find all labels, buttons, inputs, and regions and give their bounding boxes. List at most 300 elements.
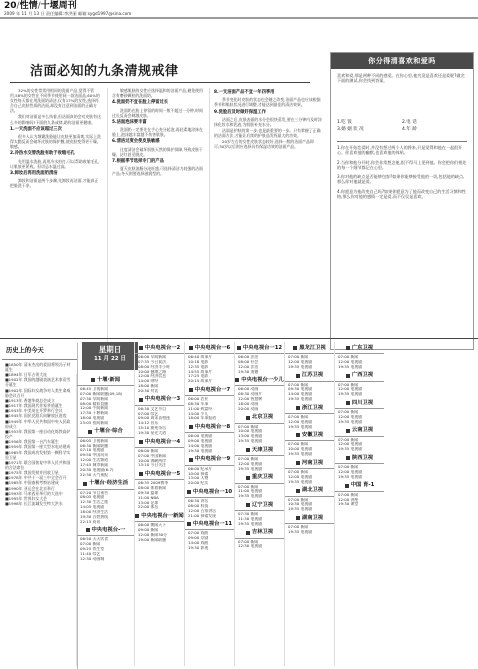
program-item: 12:00 电视剧 (288, 419, 313, 424)
channel-name: 中央电视台一8 (194, 423, 231, 430)
program-item: 19:30 电视剧 (188, 448, 213, 453)
program-item: 12:00 经济信息 (138, 374, 167, 379)
date-label: 11 月 22 日 (93, 356, 127, 363)
program-item: 12:30 动画城 (80, 556, 105, 561)
channel-header (235, 500, 284, 511)
program-item: 06:45 卫视新闻 (80, 387, 109, 391)
channel-name: 北京卫视 (251, 414, 274, 421)
quiz-body (337, 145, 467, 203)
program-item: 09:30 电视剧 (288, 387, 313, 392)
channel-name: 云南卫视 (351, 427, 374, 434)
channel-header (335, 481, 384, 492)
article-column-3 (214, 88, 322, 350)
channel-bullet-icon (139, 346, 143, 350)
headline-rule (10, 82, 310, 83)
channel-bullet-icon (296, 516, 300, 520)
program-item: 19:35 电视剧 (288, 364, 313, 369)
article-column-2 (112, 88, 204, 350)
channel-header (335, 343, 384, 354)
channel-bullet-icon (91, 378, 95, 382)
program-item: 07:00 新闻 (288, 382, 309, 387)
history-item: ■1995年 世界妇女大会 (5, 495, 48, 501)
program-item: 12:30 电视剧 (238, 544, 263, 549)
article-paragraph: 季节变化时皮肤的状态也会随之改变,洁面产品也应该根据季节和肌肤状况进行调整,才能达到最佳的清洁效果。 (214, 97, 321, 108)
channel-name: 十堰·新闻 (96, 376, 121, 383)
history-item: ■1959年 我国第一座大型水电站建成 (5, 444, 71, 450)
program-item: 19:35 电视剧 (338, 447, 363, 452)
channel-name: 十堰台·综合 (94, 428, 123, 435)
article-paragraph: 洗面奶一定要先在手心充分起泡,再轻柔地涂抹在脸上,泡沫越丰富越不伤害肌肤。 (112, 127, 203, 138)
channel-name: 中央电视台一12 (242, 344, 283, 351)
program-item: 19:30 影视 (188, 545, 209, 550)
program-item: 07:00 新闻 (238, 484, 259, 489)
program-item: 07:00 新闻 (338, 355, 359, 359)
program-item: 19:30 百姓热线 (80, 514, 109, 519)
program-item: 23:05 夜间新闻 (80, 420, 109, 425)
channel-name: 中国 育-1 (350, 482, 375, 489)
column-divider (209, 88, 210, 348)
program-item: 12:00 午间新闻 (80, 406, 109, 411)
channel-bullet-icon (246, 448, 250, 452)
history-item: ■1993年 马来西亚举行的大选中 (5, 490, 63, 496)
channel-bullet-icon (135, 514, 139, 518)
quiz-rule (337, 141, 467, 142)
channel-name: 安徽卫视 (301, 432, 324, 439)
program-item: 06:00 早间新闻 (138, 355, 167, 359)
program-item: 09:00 电视剧 (188, 439, 213, 444)
program-item: 19:35 电视剧 (338, 364, 363, 369)
program-item: 18:00 军事报道 (188, 416, 217, 421)
channel-name: 重庆卫视 (251, 474, 274, 481)
channel-bullet-icon (88, 430, 92, 434)
channel-header (235, 445, 284, 456)
history-item: ■1902年 我国的越剧表演艺术家袁雪芬诞生 (5, 377, 71, 388)
channel-header (185, 455, 234, 466)
section-heading: 5.洁面泡沫要丰富 (112, 119, 147, 125)
quiz-option: 2.电 话 (402, 120, 417, 125)
program-item: 07:00 新闻 (288, 414, 309, 419)
history-item: ■1956年 我国第一台汽车诞生 (5, 439, 59, 445)
program-item: 18:00 经济生活 (80, 509, 109, 514)
program-item: 13:00 电视剧 (238, 434, 263, 439)
page-number: 20 (4, 1, 17, 11)
program-item: 07:00 新闻 (338, 465, 359, 470)
channel-name: 陕西卫视 (351, 454, 374, 461)
program-item: 12:00 新闻30分 (138, 532, 168, 537)
history-item: ■1850年 清末杰出的爱国将领冯子材诞生 (5, 361, 71, 373)
program-item: 10:00 电视剧 (238, 429, 263, 434)
program-item: 08:30 军事 (188, 401, 209, 406)
channel-name: 广西卫视 (351, 372, 374, 379)
channel-header (235, 528, 284, 539)
program-item: 14:05 电视剧 (80, 505, 105, 510)
channel-name: 中央电视台一新闻 (141, 512, 184, 519)
channel-name: 十堰台·经济生活 (88, 480, 129, 487)
program-item: 19:30 道德 (238, 369, 259, 374)
channel-bullet-icon (189, 425, 193, 429)
program-item: 07:35 今日说法 (138, 359, 167, 364)
section-heading: 1.一天洗面不应该超过三次 (10, 126, 62, 132)
history-item: ■1894年 日军占领大连 (5, 372, 48, 378)
program-item: 06:30 文艺节目 (138, 406, 167, 411)
channel-header (77, 375, 134, 386)
program-item: 19:35 电视剧 (288, 507, 313, 512)
channel-header (135, 511, 184, 522)
program-item: 15:10 曲苑杂坛 (138, 426, 167, 431)
history-item: ■1990年 亚运会在北京举行 (5, 485, 55, 491)
program-item: 14:12 音乐 (138, 421, 159, 426)
history-item: ■1917年 我国现代作家茅盾诞生 (5, 403, 63, 409)
program-item: 06:40 故事片 (188, 355, 213, 359)
history-item: ■1913年 香港华商总会成立 (5, 397, 55, 403)
program-item: 06:00 法治 (238, 355, 259, 359)
program-item: 10:30 电视剧 (288, 502, 313, 507)
section-heading: 4.洗面奶不宜在脸上停留过长 (112, 100, 169, 106)
program-item: 07:10 电视剧 (80, 448, 105, 453)
column-divider (107, 88, 108, 348)
channel-name: 黑龙江卫视 (299, 344, 326, 351)
program-item: 19:35 电视剧 (338, 474, 363, 479)
channel-bullet-icon (189, 458, 193, 462)
channel-header (285, 403, 334, 414)
channel-name: 中央电视台一7 (194, 386, 231, 393)
program-item: 07:00 新闻 (238, 456, 259, 461)
section-heading: 7.根据季节选择专门的产品 (112, 158, 164, 164)
program-item: 10:00 探索 (188, 471, 209, 476)
quiz-header (331, 53, 473, 69)
program-item: 19:35 电视剧 (238, 521, 263, 526)
channel-bullet-icon (296, 374, 300, 378)
section-heading: 8.一支洁面产品不宜一年四季用 (214, 90, 275, 95)
program-item: 07:00 新闻 (288, 469, 309, 474)
program-item: 14:00 电视剧 (188, 443, 213, 448)
tv-listings-area (0, 340, 478, 669)
program-item: 19:35 电视剧 (338, 419, 363, 424)
channel-bullet-icon (296, 461, 300, 465)
program-item: 08:00 科技 (188, 503, 209, 508)
program-item: 11:00 电视剧 (238, 489, 263, 494)
history-item: ■1978年 中共十一届三中全会召开 (5, 475, 67, 481)
program-item: 09:50 中国风采 (80, 453, 109, 458)
program-item: 11:40 综艺 (80, 551, 101, 556)
program-item: 19:35 电视剧 (238, 466, 263, 471)
program-item: 12:00 电视剧 (338, 387, 363, 392)
program-item: 22:30 天气预报 (80, 472, 109, 477)
channel-bullet-icon (139, 398, 143, 402)
channel-header (285, 486, 334, 497)
day-box (82, 342, 138, 370)
program-item: 07:00 新闻 (288, 442, 309, 447)
quiz-paragraph: 4.你愿意为他改变自己吗?如果你愿意为了他而改变自己的生活习惯和性格,那么你对他的感情一定是爱,而不仅仅是喜欢。 (337, 188, 466, 199)
program-item: 19:00 新闻联播 (138, 537, 167, 542)
program-item: 12:00 电视剧 (288, 359, 313, 364)
section-heading: 9.洗脸后及时做好保湿工作 (214, 109, 266, 115)
program-item: 14:00 电视剧 (288, 392, 313, 397)
article-paragraph: 32%的女性常常用相同的洗面产品,觉得不管用,58%的女性在不同季节使用同一款洁面品,60%的女性每天都在用洗面奶清洁,仅有17%的女性,选择符合自己皮肤性质的洁面,却没有注意到洁面的正确方法。 (10, 88, 100, 114)
channel-header (235, 343, 284, 354)
program-item: 12:00 电视剧 (238, 461, 263, 466)
program-item: 14:00 财经 (138, 379, 159, 384)
channel-header (77, 525, 134, 536)
program-item: 08:00 体育新闻 (138, 486, 167, 491)
channel-header (335, 453, 384, 464)
program-item: 20:30 电视剧(6-7) (80, 467, 114, 472)
program-item: 19:35 电视剧 (288, 397, 313, 402)
program-item: 07:00 新闻 (288, 525, 309, 530)
program-item: 11:00 致富经 (188, 406, 213, 411)
program-item: 12:00 法治 (238, 364, 259, 369)
channel-header (135, 343, 184, 354)
program-item: 06:30 讲坛 (188, 499, 209, 504)
program-item: 07:00 新闻 (338, 492, 359, 497)
program-item: 14:00 戏曲 (188, 541, 209, 546)
channel-bullet-icon (246, 503, 250, 507)
history-column (2, 343, 78, 669)
history-item: ■1998年 长江流域发生特大洪水 (5, 501, 63, 507)
program-item: 13:00 人物 (188, 476, 209, 481)
channel-header (185, 487, 234, 498)
program-item: 19:35 电视剧 (288, 424, 313, 429)
channel-bullet-icon (246, 531, 250, 535)
channel-name: 天津卫视 (251, 446, 274, 453)
quiz-paragraph: 1.你在开始恋爱时,并没有想过两个人的将来,只是觉得和他在一起很开心。你喜欢他的幽默,也喜欢他的体贴。 (337, 145, 463, 156)
article-paragraph: 我们对洁面是多么执着,但洁面真的会对皮肤有这么多的影响吗?下面的九条戒律,助你洁面更健康。 (10, 114, 101, 125)
channel-bullet-icon (293, 346, 297, 350)
program-item: 13:10 今日关注 (138, 463, 167, 468)
program-item: 10:00 电视剧 (288, 447, 313, 452)
channel-bullet-icon (187, 490, 191, 494)
channel-name: 中央电视台一6 (194, 344, 231, 351)
program-item: 12:00 电视剧 (288, 474, 313, 479)
channel-name: 湖南卫视 (301, 514, 324, 521)
history-item: ■1953年 我国第一座自动化炼铁高炉投产 (5, 428, 71, 440)
channel-name: 河南卫视 (301, 459, 324, 466)
history-title: 历史上的今天 (2, 343, 77, 360)
channel-header (285, 343, 334, 354)
article-paragraph: 洗面奶在脸上停留的时间一般不超过一分钟,时间过长反而会刺激皮肤。 (112, 107, 203, 118)
program-item: 09:30 篮球 (138, 490, 159, 495)
program-item: 06:05 卫视新闻 (80, 438, 109, 443)
masthead-subline: 2009 年 11 月 13 日 责任编辑:李洪丽 邮箱:sygd1997@sina.com (4, 11, 132, 16)
program-item: 06:00 农业 (188, 397, 209, 402)
channel-name: 中央电视台-一 (91, 527, 126, 534)
channel-name: 中央电视台一2 (144, 344, 181, 351)
program-item: 19:30 课堂 (338, 502, 359, 507)
quiz-paragraph: 3.你对他的缺点是否能够包容?如果你能够接受他的一切,包括他的缺点,那么你对他就是爱。 (337, 174, 465, 185)
program-item: 06:00 动画 (238, 387, 259, 392)
channel-name: 江苏卫视 (301, 372, 324, 379)
channel-header (235, 375, 284, 386)
program-item: 09:00 周末喜相逢 (138, 416, 170, 421)
channel-bullet-icon (237, 346, 241, 350)
program-item: 12:00 电视剧 (338, 442, 363, 447)
channel-bullet-icon (246, 416, 250, 420)
history-item: ■1975年 我国发射并回收卫星 (5, 470, 59, 476)
program-item: 08:00 社会 (238, 359, 259, 364)
masthead-title: 20/性情/十堰周刊 (4, 1, 77, 11)
channel-header (335, 426, 384, 437)
program-item: 07:20 节目预告 (80, 490, 109, 495)
program-item: 19:35 电视剧 (288, 529, 313, 534)
quiz-option: 4.年 龄 (402, 127, 417, 132)
program-item: 07:00 新闻 (288, 355, 309, 359)
article-paragraph: 洁面之后,皮肤表面的水分会很快蒸发,要在三分钟内及时涂抹化妆水和乳液,为肌肤补充水分。 (214, 116, 322, 127)
channel-bullet-icon (346, 374, 350, 378)
channel-bullet-icon (296, 433, 300, 437)
tv-column (334, 342, 384, 666)
article-paragraph: 敏感肌肤的女性应选择温和的洁面产品,避免使用含有磨砂颗粒的洗面奶。 (112, 88, 203, 99)
program-item: 08:05 电视剧 (80, 495, 105, 500)
channel-name: 吉林卫视 (251, 529, 274, 536)
channel-name: 四川卫视 (351, 399, 374, 406)
program-item: 21:00 探索发现 (188, 513, 217, 518)
program-item: 19:35 电视剧 (238, 439, 263, 444)
program-item: 10:00 健康之路 (138, 369, 167, 374)
program-item: 13:00 足球 (138, 500, 159, 505)
channel-header (185, 385, 234, 396)
masthead (0, 0, 478, 18)
program-item: 20:00 纪实 (188, 481, 209, 486)
program-item: 22:15 资讯 (80, 519, 101, 524)
tv-column (234, 342, 284, 666)
history-list (2, 360, 77, 506)
program-item: 09:25 养生堂 (80, 547, 105, 552)
history-item: ■1945年 国民党派兵向解放区进攻 (5, 413, 67, 419)
channel-bullet-icon (346, 401, 350, 405)
article-paragraph: 先用温水洗脸,再用冷水拍打,可以帮助收缩毛孔,让肌肤更紧致。但切忌水温过高。 (10, 158, 100, 169)
feature-area (0, 20, 478, 338)
channel-bullet-icon (139, 440, 143, 444)
channel-header (335, 371, 384, 382)
history-item: ■1971年 联合国恢复中华人民共和国的合法席位 (5, 459, 71, 470)
section-heading: 6.清洁过度会使皮肤敏感 (112, 139, 160, 145)
tv-column (284, 342, 334, 666)
program-item: 10:00 海峡两岸 (138, 458, 167, 463)
program-item: 14:00 少儿 (188, 411, 209, 416)
article-column-1 (10, 88, 102, 350)
article-paragraph: 夏天皮肤油脂分泌旺盛,可选择清洁力较强的洁面产品;冬天则要选择滋润型的。 (112, 166, 203, 177)
channel-name: 中央电视台一少儿 (241, 377, 284, 384)
article-paragraph: 20岁左右的女性皮肤状态较好,选择一般的洁面产品即可;30岁以后则应选择具有保湿功效的洁面产品。 (214, 139, 314, 150)
program-item: 08:30 动画片 (238, 392, 263, 397)
program-item: 19:35 电视剧 (288, 452, 313, 457)
program-item: 19:35 电视剧 (338, 392, 363, 397)
channel-bullet-icon (345, 484, 349, 488)
history-item: ■1902年 国际妇女战争对人类生命威胁会议召开 (5, 387, 71, 398)
channel-name: 中央电视台一9 (194, 456, 231, 463)
program-item: 19:30 星光大道 (138, 430, 167, 435)
section-heading: 3.卸妆后再用洗面奶清洁 (10, 170, 58, 176)
channel-header (235, 473, 284, 484)
program-item: 19:35 电视剧 (288, 479, 313, 484)
channel-bullet-icon (83, 482, 87, 486)
program-item: 07:00 中国新闻 (138, 453, 167, 458)
channel-name: 广东卫视 (351, 344, 374, 351)
program-item: 18:00 新闻 (138, 384, 159, 389)
program-item: 17:30 十堰新闻 (80, 411, 109, 416)
program-item: 20:00 动画 (238, 406, 259, 411)
article-paragraph: 洁面是护肤的第一步,也是最重要的一步。只有掌握了正确的洁面方法,才能让后续的护肤品发挥最大的功效。 (214, 128, 321, 139)
program-item: 08:00 经济半小时 (138, 364, 170, 369)
channel-header (235, 413, 284, 424)
channel-bullet-icon (189, 346, 193, 350)
channel-bullet-icon (187, 522, 191, 526)
channel-header (135, 469, 184, 480)
channel-name: 中央电视台一11 (192, 521, 233, 528)
program-item: 12:00 百家讲坛 (188, 508, 217, 513)
history-item: ■1965年 我国成功发射第一颗科学实验卫星 (5, 449, 71, 460)
quiz-title: 你分得清喜欢和爱吗 (368, 56, 436, 65)
program-item: 12:00 电视剧 (338, 359, 363, 364)
tv-column (134, 342, 184, 666)
channel-name: 中央电视台一10 (192, 488, 233, 495)
channel-bullet-icon (246, 476, 250, 480)
channel-bullet-icon (139, 472, 143, 476)
program-item: 12:35 电影 (188, 364, 209, 369)
channel-bullet-icon (296, 489, 300, 493)
channel-header (185, 519, 234, 530)
program-item: 12:00 电视剧 (338, 414, 363, 419)
section-heading: 2.冷热水交替洗脸有助于收缩毛孔 (10, 151, 75, 157)
channel-bullet-icon (296, 406, 300, 410)
program-item: 08:00 精彩直播 (80, 401, 109, 406)
program-item: 06:00 朝闻天下 (138, 523, 167, 528)
quiz-sidebar (330, 52, 474, 350)
quiz-option: 3.婚 姻 状 况 (337, 127, 364, 132)
article-paragraph: 卸妆和洁面是两个步骤,先卸妆再洁面,才能真正把脸洗干净。 (10, 178, 99, 189)
program-item: 07:00 综艺 (138, 411, 159, 416)
channel-bullet-icon (86, 528, 90, 532)
program-item: 07:00 新闻 (338, 437, 359, 442)
program-item: 09:00 京剧 (188, 536, 209, 541)
channel-header (77, 479, 134, 490)
channel-bullet-icon (346, 346, 350, 350)
channel-header (285, 430, 334, 441)
program-item: 06:50 天天饮食 (80, 537, 109, 542)
program-item: 07:30 新闻 (238, 512, 259, 517)
channel-bullet-icon (189, 388, 193, 392)
quiz-options (337, 119, 467, 133)
program-item: 06:00 电视剧 (188, 434, 213, 439)
program-item: 07:00 新闻 (80, 542, 101, 547)
quiz-intro: 喜欢和爱,那是两种不同的感觉。在你心里,他究竟是喜欢还是爱呢?做完下面的测试,你会找到答案。 (337, 73, 465, 84)
program-item: 07:00 新闻 (288, 497, 309, 502)
section-name: 性情 (19, 1, 38, 11)
program-item: 14:55 故事片 (188, 369, 213, 374)
program-item: 07:00 新闻 (338, 382, 359, 387)
program-item: 10:18 电影 (188, 359, 209, 364)
program-item: 22:00 体坛 (138, 505, 159, 510)
program-item: 07:30 早间新闻 (80, 396, 109, 401)
program-item: 18:00 电视剧 (80, 416, 105, 421)
channel-name: 辽宁卫视 (251, 501, 274, 508)
channel-header (335, 398, 384, 409)
program-item: 20:30 对话 (138, 388, 159, 393)
channel-name: 中央电视台一3 (144, 396, 181, 403)
channel-header (135, 437, 184, 448)
program-item: 11:00 NBA (138, 495, 159, 500)
article-headline: 洁面必知的九条清规戒律 (30, 64, 179, 79)
program-item: 12:00 讲座 (338, 497, 359, 502)
channel-header (185, 422, 234, 433)
program-item: 06:35 2009赛季 (138, 481, 169, 486)
program-item: 07:00 新闻 (338, 410, 359, 415)
program-item: 07:00 新闻 (238, 424, 259, 429)
channel-name: 中央电视台一4 (144, 438, 181, 445)
channel-bullet-icon (346, 429, 350, 433)
weekday-label: 星期日 (98, 345, 122, 354)
program-item: 18:00 动画 (238, 401, 259, 406)
